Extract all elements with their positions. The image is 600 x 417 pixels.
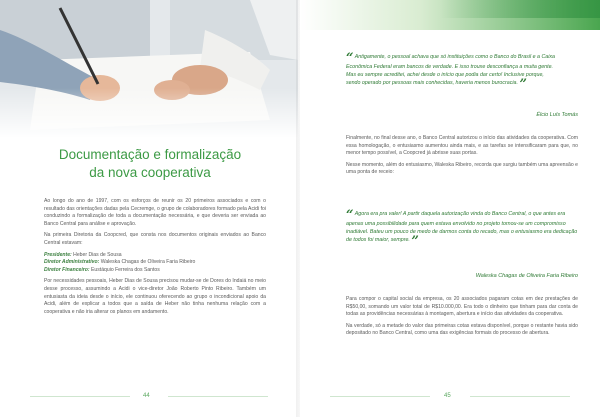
open-quote-icon: “ — [346, 208, 354, 223]
section-title — [30, 146, 270, 182]
left-paragraph-2: Na primeira Diretoria da Coopcred, que consta nos documentos originais enviados ao Banco Central estavam: — [44, 232, 266, 246]
directors-list — [44, 252, 266, 275]
director-label: Diretor Financeiro: — [44, 266, 90, 273]
footer-rule — [330, 396, 430, 397]
left-paragraph-1: Ao longo do ano de 1997, com os esforços de reunir os 20 primeiros associados e com o resultado das orientações dadas pela Cecremge, o grupo de colaboradores formado pela Acidi foi conduzindo a formalização de toda a documentação necessária, e que deveria ser enviada ao Banco Central para análise e aprovação. — [44, 198, 266, 227]
quote-1 — [346, 51, 558, 93]
director-label: Diretor Administrativo: — [44, 259, 100, 266]
footer-rule — [168, 396, 268, 397]
page-number-right: 45 — [444, 393, 451, 399]
close-quote-icon: ” — [519, 77, 527, 93]
header-band-dark — [440, 0, 600, 18]
right-body-1 — [346, 135, 578, 177]
right-paragraph-2: Nesse momento, além do entusiasmo, Waleska Ribeiro, recorda que surgiu também uma apreensão e uma ponta de receio: — [346, 161, 578, 176]
right-paragraph-1: Finalmente, no final desse ano, o Banco Central autorizou o início das atividades da cooperativa. Com essa homologação, o entusiasmo aumentou ainda mais, e as tarefas se intensificaram para que, no menor tempo possível, a Coopcred já abrisse suas portas. — [346, 135, 578, 157]
quote-1-text: Antigamente, o pessoal achava que só instituições como o Banco do Brasil e a Caixa Econômica Federal eram bancos de verdade. E isso trouxe desconfiança a muita gente. Mas eu sempre acreditei, achei desde o início que podia dar certo! Inclusive porque, sendo operado por pessoas mais conhecidas, haveria menos burocracia. — [346, 54, 555, 87]
director-name: Waleska Chagas de Oliveira Faria Ribeiro — [100, 259, 196, 266]
footer-rule — [30, 396, 130, 397]
open-quote-icon: “ — [346, 51, 354, 66]
director-row — [44, 252, 266, 260]
quote-2-text: Agora era pra valer! A partir daquela autorização vinda do Banco Central, o que antes era apenas uma possibilidade para quem estava envolvido no projeto tornou-se um compromisso inadiável. Bateu um pouco de medo de darmos conta do recado, mas o entusiasmo era dedicação de todos foi maior, sempre. — [346, 211, 578, 244]
right-paragraph-3: Para compor o capital social da empresa, os 20 associados pagaram cotas em dez prestações de R$50,00, somando um valor total de R$10.000,00. Era todo o dinheiro que tinham para dar conta de todas as providências necessárias à montagem, abertura e início das atividades da cooperativa. — [346, 296, 578, 318]
director-row — [44, 267, 266, 275]
title-line-1: Documentação e formalização — [58, 147, 242, 162]
right-body-2 — [346, 296, 578, 338]
page-number-left: 44 — [143, 393, 150, 399]
signing-photo — [0, 0, 298, 138]
footer-rule — [470, 396, 570, 397]
left-body — [44, 198, 266, 316]
photo-fade — [0, 88, 298, 138]
director-name: Eustáquio Ferreira dos Santos — [91, 266, 160, 273]
quote-2-author: Waleska Chagas de Oliveira Faria Ribeiro — [475, 273, 578, 279]
director-row — [44, 259, 266, 267]
close-quote-icon: ” — [411, 234, 419, 250]
right-paragraph-4: Na verdade, só a metade do valor das primeiras cotas estava disponível, porque o restante havia sido depositado no Banco Central, como uma das exigências formais do processo de abertura. — [346, 322, 578, 337]
right-page — [300, 0, 600, 417]
left-page — [0, 0, 298, 417]
quote-1-author: Élcio Luís Tomás — [536, 112, 578, 118]
title-line-2: da nova cooperativa — [89, 165, 211, 180]
director-label: Presidente: — [44, 251, 72, 258]
quote-2 — [346, 208, 578, 250]
left-paragraph-3: Por necessidades pessoais, Heber Dias de Sousa precisou mudar-se de Dores do Indaiá no meio desse processo, assumindo a Acidi o vice-diretor João Roberto Pinto Ribeiro. Também um entusiasta da ideia desde o início, ele continuou oferecendo ao grupo o incondicional apoio da Acidi, além de explicar a todos que a saída de Heber não tinha nenhuma relação com a cooperativa e não iria alterar os planos em andamento. — [44, 278, 266, 315]
director-name: Heber Dias de Sousa — [73, 251, 122, 258]
